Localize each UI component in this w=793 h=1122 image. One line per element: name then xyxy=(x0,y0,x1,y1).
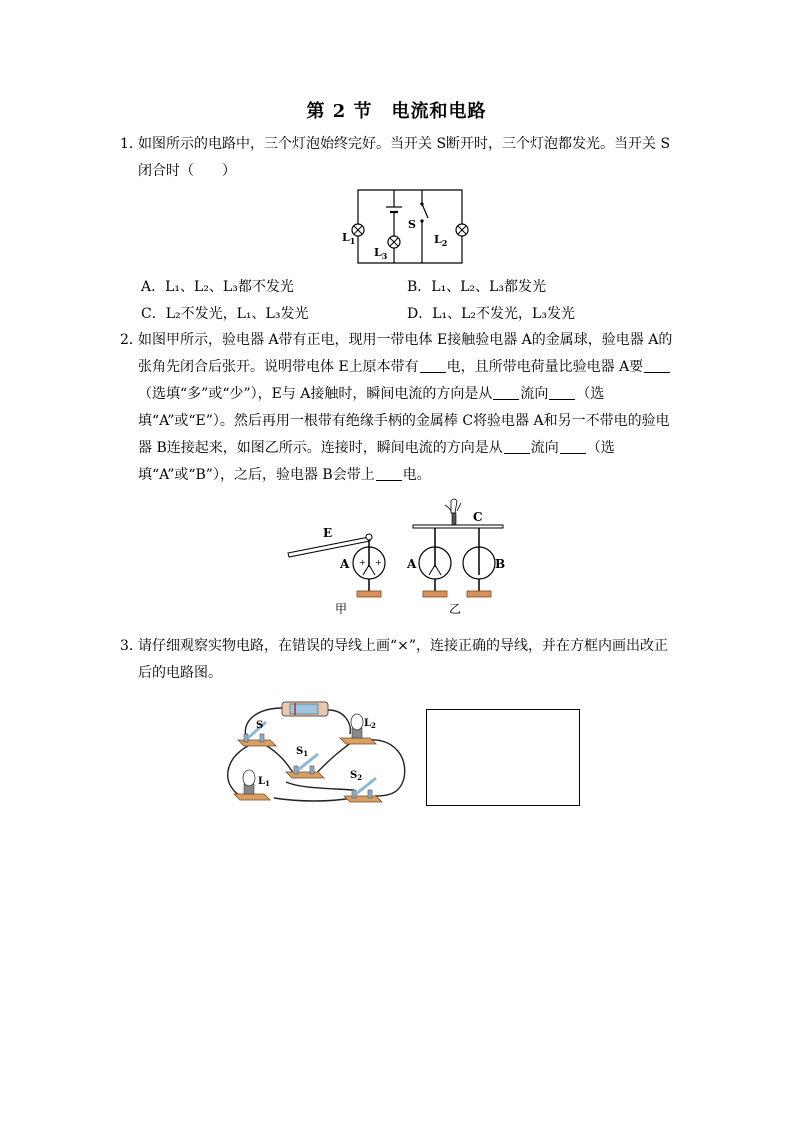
question-1 xyxy=(120,131,680,185)
answer-blank[interactable] xyxy=(644,358,670,373)
answer-blank[interactable] xyxy=(420,358,446,373)
option-b: B．L₁、L₂、L₃都发光 xyxy=(407,279,547,295)
q3-physical-circuit xyxy=(220,698,415,810)
answer-box[interactable] xyxy=(426,709,580,806)
question-text: 如图甲所示，验电器 A带有正电，现用一带电体 E接触验电器 A的金属球，验电器 A的张角先闭合后张开。说明带电体 E上原本带有 电，且所带电荷量比验电器 A要（选填“多”或“少”），E与 A接触时，瞬间电流的方向是从 流向 （选填“A”或“E”）。然后再用一根带有绝缘手柄的金属棒 C将验电器 A和另一不带电的验电器 B连接起来，如图乙所示。连接时，瞬间电流的方向是从 流向 （选填“A”或“B”），之后，验电器 B会带上 电。 xyxy=(138,332,673,483)
label-s2: $S_2$ xyxy=(350,770,363,782)
lamp-l2-icon xyxy=(456,224,468,236)
figure-label-yi: 乙 xyxy=(449,602,462,616)
label-e: E xyxy=(323,526,333,540)
label-b: B xyxy=(495,557,506,571)
label-c: C xyxy=(473,510,483,524)
question-3 xyxy=(120,633,680,687)
figure-label-jia: 甲 xyxy=(335,602,348,616)
lamp-l3-icon xyxy=(388,236,400,248)
question-number: 1． xyxy=(120,136,143,152)
label-l2: $L_2$ xyxy=(434,233,448,248)
question-text: 请仔细观察实物电路，在错误的导线上画“×”，连接正确的导线，并在方框内画出改正后的电路图。 xyxy=(138,638,669,681)
label-a-left: A xyxy=(340,557,350,571)
label-a-right: A xyxy=(407,557,417,571)
question-number: 2． xyxy=(120,332,143,348)
q1-circuit-diagram xyxy=(330,185,470,265)
question-2 xyxy=(120,327,680,489)
label-s: S xyxy=(256,720,264,731)
label-l1: $L_1$ xyxy=(258,776,270,788)
label-s1: $S_1$ xyxy=(296,746,309,758)
hand-icon xyxy=(445,499,461,525)
option-c: C．L₂不发光，L₁、L₃发光 xyxy=(141,306,309,322)
option-d: D．L₁、L₂不发光，L₃发光 xyxy=(407,306,575,322)
label-l1: $L_1$ xyxy=(342,231,356,246)
electroscope-a-right-icon xyxy=(419,528,451,597)
svg-text:+: + xyxy=(359,558,366,567)
q2-electroscope-figure xyxy=(285,495,515,620)
electroscope-b-icon xyxy=(463,528,495,597)
answer-blank[interactable] xyxy=(376,466,402,481)
lamp-l1-icon xyxy=(352,224,364,236)
answer-blank[interactable] xyxy=(493,385,519,400)
battery-icon xyxy=(282,702,328,716)
question-text: 如图所示的电路中，三个灯泡始终完好。当开关 S断开时，三个灯泡都发光。当开关 S闭合时（ ） xyxy=(138,136,671,179)
switch-s-icon xyxy=(420,202,428,222)
answer-blank[interactable] xyxy=(504,439,530,454)
svg-text:+: + xyxy=(375,558,382,567)
label-s: S xyxy=(408,218,416,231)
label-l2: $L_2$ xyxy=(364,718,376,730)
question-number: 3． xyxy=(120,638,143,654)
battery-icon xyxy=(386,207,402,212)
answer-blank[interactable] xyxy=(560,439,586,454)
answer-blank[interactable] xyxy=(549,385,575,400)
page-title: 第 2 节 电流和电路 xyxy=(306,101,487,122)
label-l3: $L_3$ xyxy=(374,246,388,261)
metal-rod-c-icon xyxy=(413,525,503,528)
option-a: A．L₁、L₂、L₃都不发光 xyxy=(141,279,294,295)
